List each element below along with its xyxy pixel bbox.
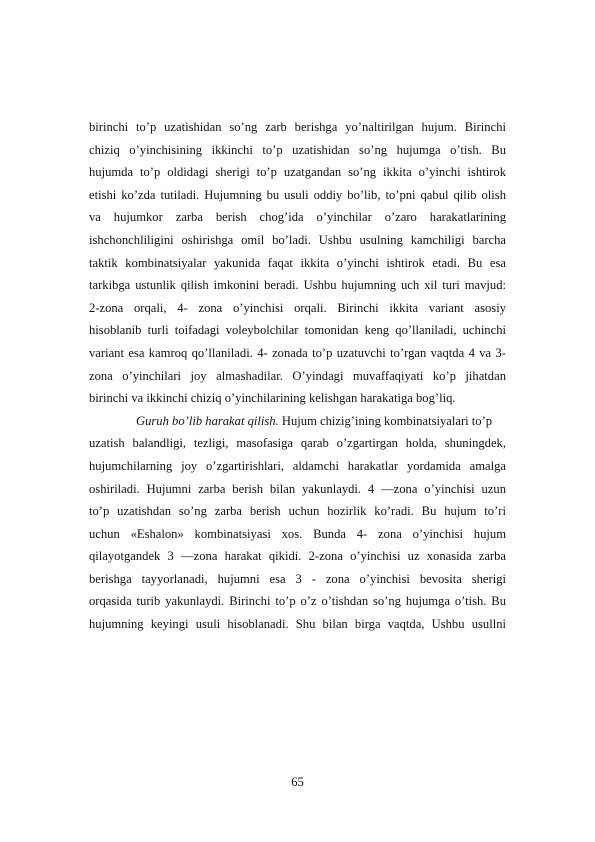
text-line: uchun «Eshalon» kombinatsiyasi xos. Bunda 4- zona o’yinchisi hujum <box>89 526 506 541</box>
paragraph-heading-line <box>89 410 506 433</box>
page-body <box>89 116 506 636</box>
text-line: berishga tayyorlanadi, hujumni esa 3 - zona o’yinchisi bevosita sherigi <box>89 571 506 586</box>
text-line: hujumda to’p oldidagi sherigi to’p uzatgandan so’ng ikkita o’yinchi ishtirok <box>89 165 506 180</box>
text-line: chiziq o’yinchisining ikkinchi to’p uzatishidan so’ng hujumga o’tish. Bu <box>89 142 506 157</box>
text-line: hujumning keyingi usuli hisoblanadi. Shu bilan birga vaqtda, Ushbu usullni <box>89 617 506 632</box>
text-line: hisoblanib turli toifadagi voleybolchilar tomonidan keng qo’llaniladi, uchinchi <box>89 323 506 338</box>
text-line: birinchi to’p uzatishidan so’ng zarb berishga yo’naltirilgan hujum. Birinchi <box>89 120 506 134</box>
text-line: variant esa kamroq qo’llaniladi. 4- zonada to’p uzatuvchi to’rgan vaqtda 4 va 3- <box>89 345 506 360</box>
text-line: zona o’yinchilari joy almashadilar. O’yindagi muvaffaqiyati ko’p jihatdan <box>89 368 506 383</box>
text-line: etishi ko’zda tutiladi. Hujumning bu usuli oddiy bo’lib, to’pni qabul qilib olish <box>89 187 506 202</box>
text-line: tarkibga ustunlik qilish imkonini beradi. Ushbu hujumning uch xil turi mavjud: <box>89 278 506 293</box>
text-line: oshiriladi. Hujumni zarba berish bilan yakunlaydi. 4 —zona o’yinchisi uzun <box>89 481 506 496</box>
text-line: to’p uzatishdan so’ng zarba berish uchun hozirlik ko’radi. Bu hujum to’ri <box>89 504 506 519</box>
text-line: hujumchilarning joy o’zgartirishlari, aldamchi harakatlar yordamida amalga <box>89 458 506 473</box>
text-line: uzatish balandligi, tezligi, masofasiga qarab o’zgartirgan holda, shuningdek, <box>89 436 506 451</box>
text-line: ishchonchliligini oshirishga omil bo’ladi. Ushbu usulning kamchiligi barcha <box>89 232 506 247</box>
section-heading: Guruh bo’lib harakat qilish. <box>136 413 279 428</box>
text-line: 2-zona orqali, 4- zona o’yinchisi orqali. Birinchi ikkita variant asosiy <box>89 300 506 315</box>
page-number: 65 <box>291 775 304 789</box>
text-line: birinchi va ikkinchi chiziq o’yinchilarining kelishgan harakatiga bog’liq. <box>89 391 456 406</box>
text-line: orqasida turib yakunlaydi. Birinchi to’p o’z o’tishdan so’ng hujumga o’tish. Bu <box>89 594 506 609</box>
text-line: taktik kombinatsiyalar yakunida faqat ikkita o’yinchi ishtirok etadi. Bu esa <box>89 255 506 270</box>
text-line: qilayotgandek 3 —zona harakat qikidi. 2-zona o’yinchisi uz xonasida zarba <box>89 549 506 564</box>
text-line: va hujumkor zarba berish chog’ida o’yinchilar o’zaro harakatlarining <box>89 210 506 225</box>
heading-line-text: Hujum chizig’ining kombinatsiyalari to’p <box>278 413 493 428</box>
